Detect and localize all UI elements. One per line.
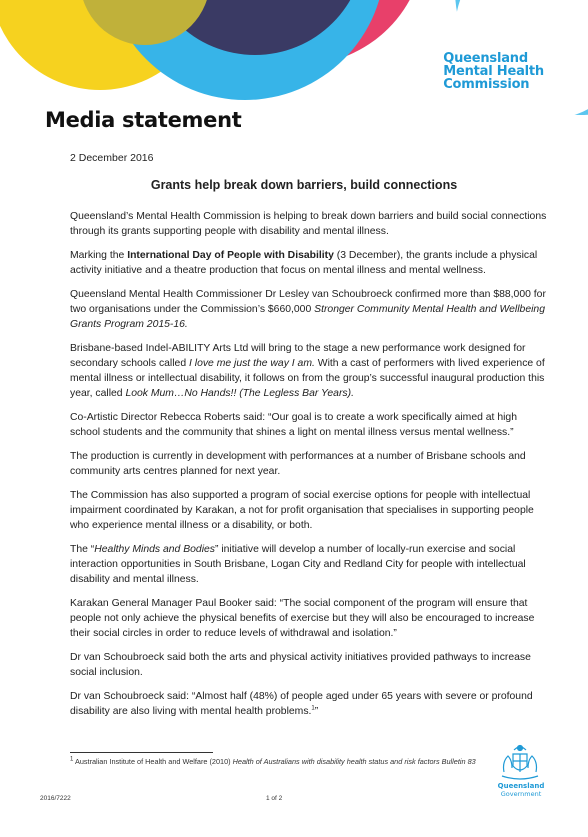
statement-date: 2 December 2016 (70, 152, 154, 164)
coat-of-arms-icon (498, 742, 542, 782)
logo-line-1: Queensland (443, 51, 528, 66)
statement-body (70, 209, 548, 728)
logo-line-2: Mental Health (443, 64, 544, 79)
headline: Grants help break down barriers, build connections (150, 178, 458, 192)
footnote-ref: 1 (311, 705, 315, 712)
paragraph: Dr van Schoubroeck said: “Almost half (48%) of people aged under 65 years with severe or profound disability are also living with mental health problems.$^1$” (70, 691, 533, 717)
document-type: Media statement (45, 108, 242, 132)
paragraph: The production is currently in development with performances at a number of Brisbane schools and community arts centres planned for next year. (70, 451, 526, 477)
logo-line-3: Commission (443, 77, 530, 92)
commission-logo (443, 52, 544, 91)
paragraph: Queensland Mental Health Commissioner Dr Lesley van Schoubroeck confirmed more than $88,000 for two organisations under the Commission’s $660,000 Stronger Community Mental Health and Wellbeing Grants Program 2015-16. (70, 289, 546, 330)
queensland-government-logo (491, 782, 551, 798)
paragraph: Dr van Schoubroeck said both the arts and physical activity initiatives provided pathways to increase social inclusion. (70, 652, 531, 678)
footnote: $^1$ Australian Institute of Health and Welfare (2010) Health of Australians with disability health status and risk factors Bulletin 83 (70, 756, 476, 766)
govt-line-1: Queensland (497, 782, 545, 790)
paragraph: Brisbane-based Indel-ABILITY Arts Ltd will bring to the stage a new performance work designed for secondary schools called I love me just the way I am. With a cast of performers with lived experience of mental illness or intellectual disability, it follows on from the group’s successful inaugural production this year, called Look Mum…No Hands!! (The Legless Bar Years). (70, 343, 545, 399)
paragraph: Marking the International Day of People with Disability (3 December), the grants include a physical activity initiative and a theatre production that focus on mental illness and mental wellness. (70, 250, 538, 276)
paragraph: The Commission has also supported a program of social exercise options for people with intellectual impairment coordinated by Karakan, a not for profit organisation that specialises in supporting people who experience mental illness or a disability, or both. (70, 490, 534, 531)
document-reference: 2016/7222 (40, 795, 71, 802)
footnote-rule (70, 752, 213, 753)
page-number: 1 of 2 (266, 795, 283, 802)
paragraph: Karakan General Manager Paul Booker said: “The social component of the program will ensure that people not only achieve the physical benefits of exercise but they will also be encouraged to increase their social circles in order to reduce levels of withdrawal and isolation.” (70, 598, 535, 639)
paragraph: The “Healthy Minds and Bodies” initiative will develop a number of locally-run exercise and social interaction opportunities in South Brisbane, Logan City and Redland City for people with intellectual disability and mental illness. (70, 544, 526, 585)
govt-line-2: Government (500, 790, 542, 798)
footnote-marker: 1 (70, 756, 74, 763)
paragraph: Queensland’s Mental Health Commission is helping to break down barriers and build social connections through its grants supporting people with disability and mental illness. (70, 211, 547, 237)
paragraph: Co-Artistic Director Rebecca Roberts said: “Our goal is to create a work specifically aimed at high school students and the community that shines a light on mental illness versus mental wellness.” (70, 412, 517, 438)
